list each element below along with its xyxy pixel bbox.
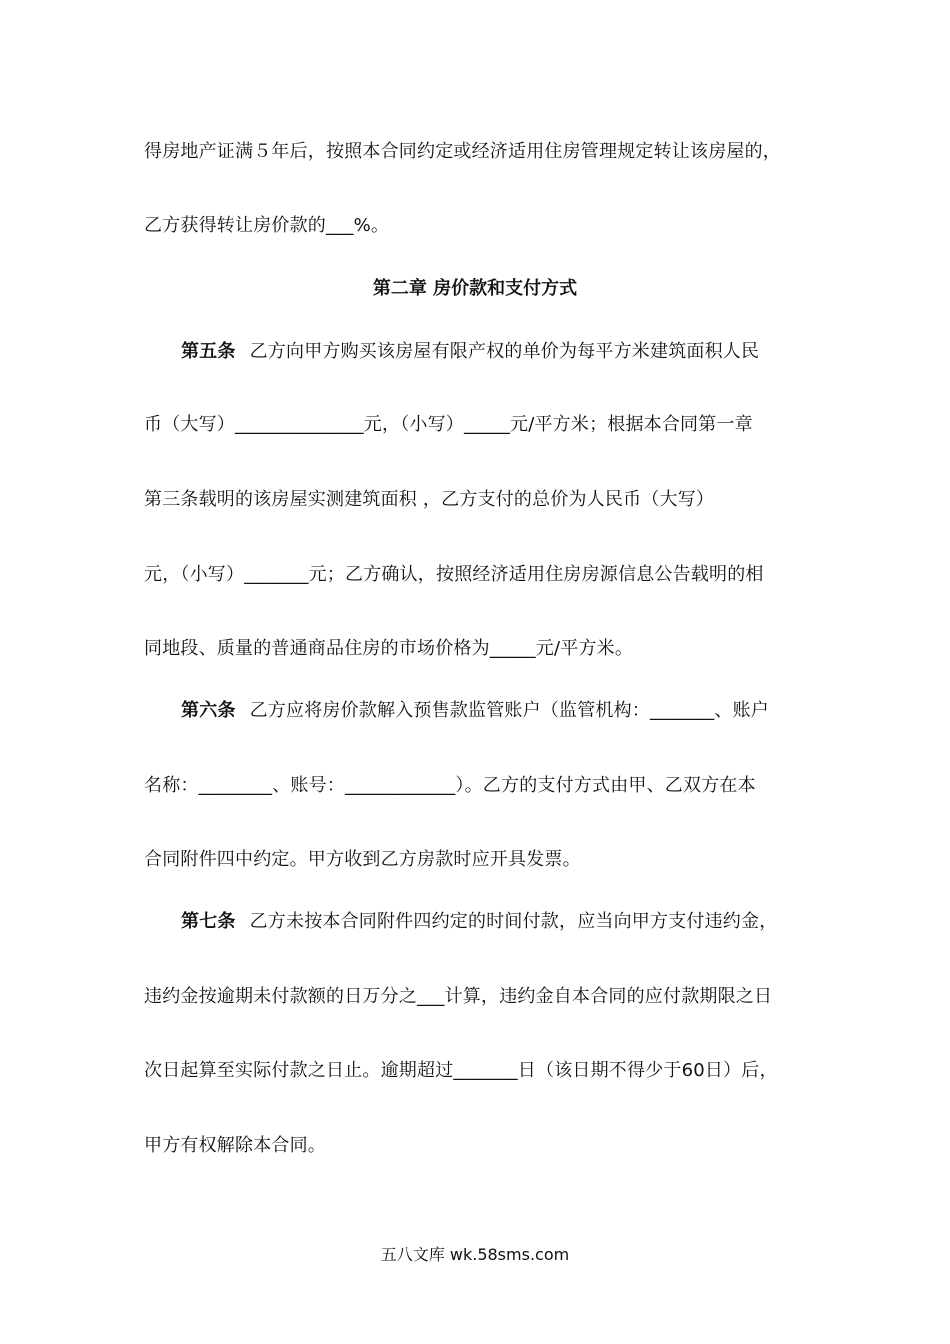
body-text-line: 第三条载明的该房屋实测建筑面积 ，乙方支付的总价为人民币（大写） [144, 489, 715, 510]
chapter-title: 第二章 房价款和支付方式 [372, 278, 578, 299]
body-text-line: 乙方获得转让房价款的___%。 [144, 215, 390, 236]
footer-watermark: 五八文库 wk.58sms.com [380, 1245, 570, 1264]
body-text: 乙方向甲方购买该房屋有限产权的单价为每平方米建筑面积人民 [249, 341, 760, 362]
body-text-line: 违约金按逾期未付款额的日万分之___计算，违约金自本合同的应付款期限之日 [144, 986, 773, 1007]
body-text-line: 币（大写）______________元，（小写）_____元/平方米；根据本合同第一章 [144, 414, 753, 435]
article-6-label: 第六条 [181, 700, 236, 721]
body-text-line: 名称：________、账号：____________）。乙方的支付方式由甲、乙双方在本 [144, 775, 756, 796]
body-text-line: 同地段、质量的普通商品住房的市场价格为_____元/平方米。 [144, 638, 634, 659]
body-text-line: 次日起算至实际付款之日止。逾期超过_______日（该日期不得少于60日）后， [144, 1060, 778, 1081]
article-5-first-line [181, 340, 759, 364]
body-text-line: 得房地产证满５年后，按照本合同约定或经济适用住房管理规定转让该房屋的， [144, 141, 781, 162]
body-text: 乙方应将房价款解入预售款监管账户（监管机构：_______、账户 [249, 700, 770, 721]
article-7-first-line [181, 910, 777, 934]
article-6-first-line [181, 699, 769, 723]
body-text: 乙方未按本合同附件四约定的时间付款，应当向甲方支付违约金， [249, 911, 778, 932]
article-5-label: 第五条 [181, 341, 236, 362]
body-text-line: 元，（小写）_______元；乙方确认，按照经济适用住房房源信息公告载明的相 [144, 564, 764, 585]
article-7-label: 第七条 [181, 911, 236, 932]
body-text-line: 甲方有权解除本合同。 [144, 1135, 326, 1156]
body-text-line: 合同附件四中约定。甲方收到乙方房款时应开具发票。 [144, 849, 581, 870]
